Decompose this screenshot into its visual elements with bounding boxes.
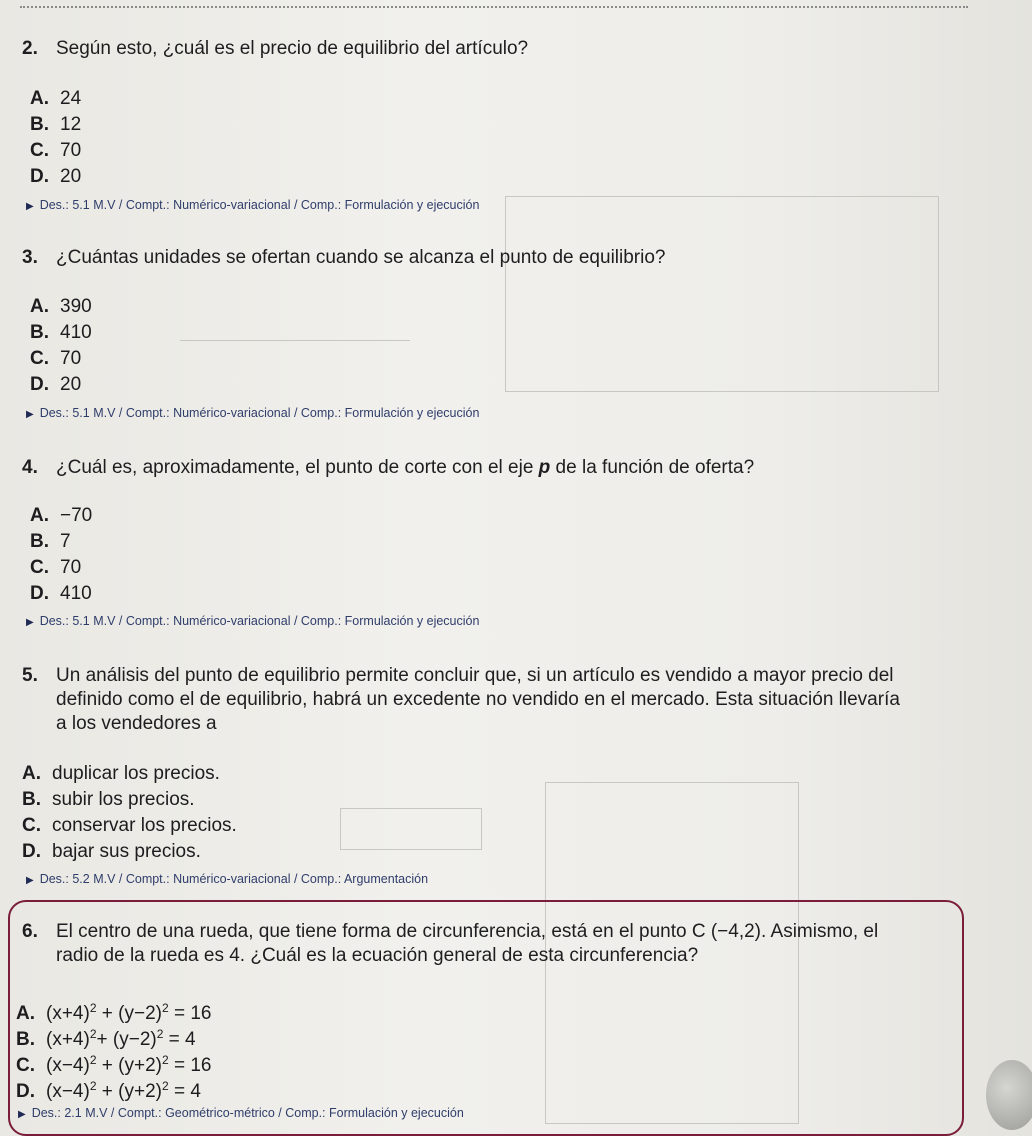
option-value: 390 (60, 296, 92, 317)
question-line (22, 920, 878, 944)
option-c[interactable] (30, 346, 92, 372)
show-through-line (180, 340, 410, 391)
option-value: 12 (60, 114, 82, 135)
option-value: conservar los precios. (52, 815, 237, 836)
option-letter: D. (30, 583, 49, 604)
option-b[interactable] (30, 320, 92, 346)
option-a[interactable] (22, 761, 237, 787)
exponent: 2 (162, 1001, 169, 1015)
option-d[interactable] (16, 1073, 211, 1102)
question-text: ¿Cuántas unidades se ofertan cuando se alcanza el punto de equilibrio? (56, 247, 666, 268)
option-letter: D. (30, 374, 49, 395)
arrow-right-icon: ▶ (26, 201, 34, 212)
variable-p: p (538, 457, 551, 478)
option-letter: A. (16, 1003, 35, 1024)
option-b[interactable] (30, 112, 81, 138)
option-d[interactable] (30, 372, 92, 398)
option-letter: C. (30, 557, 49, 578)
arrow-right-icon: ▶ (26, 409, 34, 420)
question-number: 5. (22, 665, 38, 686)
competency-note (26, 614, 479, 628)
coin-object (986, 1060, 1032, 1130)
show-through-table (505, 196, 939, 392)
option-a[interactable] (30, 294, 92, 320)
option-a[interactable] (30, 503, 92, 529)
competency-text: Des.: 5.1 M.V / Compt.: Numérico-variacional / Comp.: Formulación y ejecución (39, 198, 480, 212)
question-text (56, 457, 754, 478)
option-letter: A. (30, 296, 49, 317)
exponent: 2 (156, 1027, 164, 1041)
question-number: 4. (22, 457, 38, 478)
option-value: 70 (60, 140, 82, 161)
equation-part: = 4 (163, 1029, 196, 1050)
option-letter: D. (22, 841, 41, 862)
option-letter: C. (22, 815, 41, 836)
equation-part: = 16 (168, 1003, 212, 1024)
competency-text: Des.: 5.1 M.V / Compt.: Numérico-variacional / Comp.: Formulación y ejecución (39, 406, 480, 420)
question-text: radio de la rueda es 4. ¿Cuál es la ecuación general de esta circunferencia? (56, 945, 699, 966)
option-letter: C. (30, 140, 49, 161)
option-a[interactable] (30, 86, 81, 112)
option-d[interactable] (30, 581, 92, 607)
option-b[interactable] (22, 787, 237, 813)
exponent: 2 (89, 1001, 97, 1015)
competency-note (26, 406, 479, 420)
question-6 (22, 920, 878, 968)
option-letter: B. (30, 531, 49, 552)
show-through-box (340, 808, 482, 850)
exponent: 2 (162, 1079, 169, 1093)
question-2 (22, 37, 528, 61)
options-question-6 (16, 995, 212, 1102)
options-question-4 (30, 503, 92, 607)
question-text: a los vendedores a (56, 713, 217, 734)
equation-part: + (y+2) (96, 1055, 162, 1076)
option-value: subir los precios. (52, 789, 195, 810)
question-number: 6. (22, 921, 38, 942)
top-dotted-rule (20, 6, 968, 8)
exponent: 2 (162, 1053, 169, 1067)
equation-part: + (y+2) (96, 1081, 162, 1102)
option-value: duplicar los precios. (52, 763, 220, 784)
option-a[interactable] (16, 995, 212, 1024)
equation-part: (x+4) (46, 1003, 90, 1024)
equation-part: + (y−2) (96, 1003, 162, 1024)
option-letter: C. (30, 348, 49, 369)
option-c[interactable] (22, 813, 237, 839)
arrow-right-icon: ▶ (26, 875, 34, 886)
question-3 (22, 246, 665, 270)
option-letter: B. (16, 1029, 35, 1050)
competency-note (26, 198, 479, 212)
option-letter: A. (22, 763, 41, 784)
question-text: Según esto, ¿cuál es el precio de equilibrio del artículo? (56, 38, 529, 59)
option-letter: D. (16, 1081, 35, 1102)
option-value: 70 (60, 557, 82, 578)
option-b[interactable] (16, 1021, 211, 1050)
option-equation (46, 1073, 201, 1105)
arrow-right-icon: ▶ (18, 1109, 26, 1120)
equation-part: = 4 (168, 1081, 201, 1102)
option-letter: B. (30, 322, 49, 343)
question-text: Un análisis del punto de equilibrio permite concluir que, si un artículo es vendido a mayor precio del (56, 665, 894, 686)
question-4 (22, 456, 754, 480)
exponent: 2 (89, 1053, 97, 1067)
option-value: 20 (60, 166, 82, 187)
options-question-5 (22, 761, 237, 865)
equation-part: + (y−2) (96, 1029, 157, 1050)
option-value: 20 (60, 374, 82, 395)
option-c[interactable] (16, 1047, 212, 1076)
option-value: −70 (60, 505, 93, 526)
option-value: 70 (60, 348, 82, 369)
option-value: 410 (60, 322, 92, 343)
option-d[interactable] (22, 839, 237, 865)
option-value: 410 (60, 583, 92, 604)
exponent: 2 (89, 1079, 97, 1093)
question-text: definido como el de equilibrio, habrá un excedente no vendido en el mercado. Esta situación llevaría (56, 689, 900, 710)
option-letter: A. (30, 505, 49, 526)
equation-part: (x−4) (46, 1081, 90, 1102)
competency-note (26, 872, 428, 886)
options-question-2 (30, 86, 81, 190)
competency-text: Des.: 5.1 M.V / Compt.: Numérico-variacional / Comp.: Formulación y ejecución (39, 614, 480, 628)
question-text-part: ¿Cuál es, aproximadamente, el punto de corte con el eje (56, 457, 539, 478)
competency-text: Des.: 2.1 M.V / Compt.: Geométrico-métrico / Comp.: Formulación y ejecución (31, 1106, 464, 1120)
option-value: bajar sus precios. (52, 841, 201, 862)
option-letter: A. (30, 88, 49, 109)
equation-part: = 16 (168, 1055, 212, 1076)
option-b[interactable] (30, 529, 92, 555)
competency-note (18, 1106, 464, 1120)
option-letter: C. (16, 1055, 35, 1076)
equation-part: (x+4) (46, 1029, 90, 1050)
question-text-part: de la función de oferta? (550, 457, 755, 478)
equation-part: (x−4) (46, 1055, 90, 1076)
options-question-3 (30, 294, 92, 398)
exponent: 2 (89, 1027, 97, 1041)
question-number: 2. (22, 38, 38, 59)
question-5 (22, 664, 900, 736)
option-d[interactable] (30, 164, 81, 190)
option-c[interactable] (30, 138, 81, 164)
competency-text: Des.: 5.2 M.V / Compt.: Numérico-variacional / Comp.: Argumentación (39, 872, 429, 886)
arrow-right-icon: ▶ (26, 617, 34, 628)
option-c[interactable] (30, 555, 92, 581)
option-value: 7 (60, 531, 71, 552)
question-number: 3. (22, 247, 38, 268)
option-letter: B. (22, 789, 41, 810)
question-line (22, 664, 900, 688)
option-value: 24 (60, 88, 82, 109)
option-letter: B. (30, 114, 49, 135)
question-text: El centro de una rueda, que tiene forma de circunferencia, está en el punto C (−4,2). Asimismo, el (56, 921, 879, 942)
option-letter: D. (30, 166, 49, 187)
